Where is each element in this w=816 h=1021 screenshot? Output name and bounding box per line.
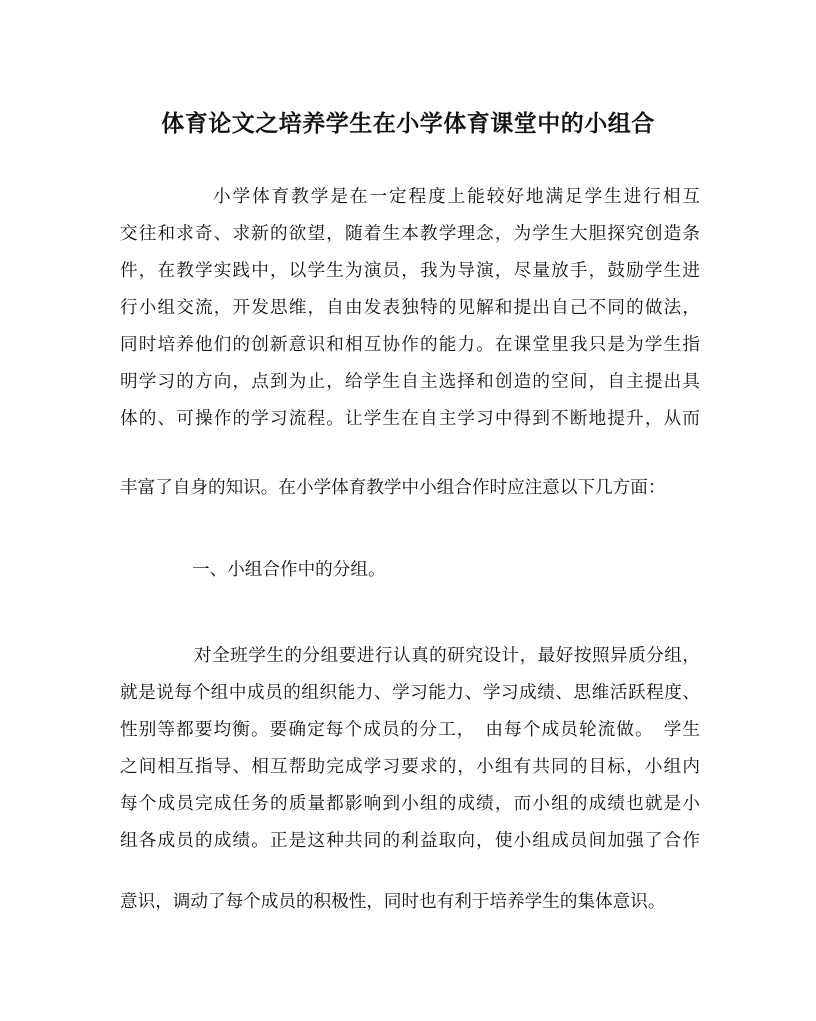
paragraph-2-line-6: 组各成员的成绩。正是这种共同的利益取向，使小组成员间加强了合作 bbox=[120, 831, 700, 851]
paragraph-1-line-8: 丰富了自身的知识。在小学体育教学中小组合作时应注意以下几方面： bbox=[120, 478, 666, 498]
paragraph-1-line-2: 交往和求奇、求新的欲望，随着生本教学理念，为学生大胆探究创造条 bbox=[120, 224, 700, 244]
paragraph-2-line-7: 意识，调动了每个成员的积极性，同时也有利于培养学生的集体意识。 bbox=[120, 892, 666, 912]
paragraph-2-line-5: 每个成员完成任务的质量都影响到小组的成绩，而小组的成绩也就是小 bbox=[120, 794, 700, 814]
paragraph-2-line-3: 性别等都要均衡。要确定每个成员的分工， 由每个成员轮流做。 学生 bbox=[120, 720, 700, 740]
paragraph-1-line-1: 小学体育教学是在一定程度上能较好地满足学生进行相互 bbox=[213, 187, 700, 207]
paragraph-2-line-4: 之间相互指导、相互帮助完成学习要求的，小组有共同的目标，小组内 bbox=[120, 757, 700, 777]
paragraph-1-line-6: 明学习的方向，点到为止，给学生自主选择和创造的空间，自主提出具 bbox=[120, 372, 700, 392]
paragraph-1-line-5: 同时培养他们的创新意识和相互协作的能力。在课堂里我只是为学生指 bbox=[120, 335, 700, 355]
document-title: 体育论文之培养学生在小学体育课堂中的小组合 bbox=[161, 110, 655, 137]
paragraph-2-line-1: 对全班学生的分组要进行认真的研究设计，最好按照异质分组， bbox=[194, 646, 700, 666]
paragraph-1-line-7: 体的、可操作的学习流程。让学生在自主学习中得到不断地提升，从而 bbox=[120, 409, 700, 429]
paragraph-2-line-2: 就是说每个组中成员的组织能力、学习能力、学习成绩、思维活跃程度、 bbox=[120, 683, 700, 703]
paragraph-1-line-3: 件，在教学实践中，以学生为演员，我为导演，尽量放手，鼓励学生进 bbox=[120, 261, 700, 281]
paragraph-1-line-4: 行小组交流，开发思维，自由发表独特的见解和提出自己不同的做法， bbox=[120, 298, 700, 318]
section-1-heading: 一、小组合作中的分组。 bbox=[192, 560, 386, 580]
